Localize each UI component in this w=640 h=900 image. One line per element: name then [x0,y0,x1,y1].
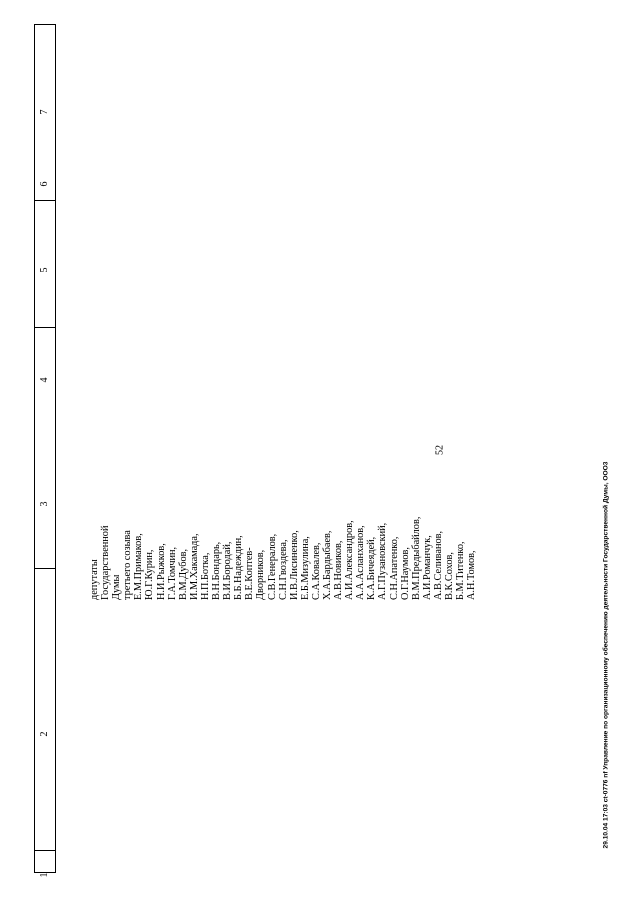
list-item: С.Н.Апатенко, [388,536,400,600]
list-item: Дворников, [255,549,267,600]
list-item: Б.М.Титенко, [455,541,467,600]
column-3-list [89,517,477,600]
column-header-4: 4 [39,377,50,383]
list-item: А.В.Новиков, [333,540,345,600]
column-divider [34,568,56,569]
column-header-2: 2 [39,731,50,737]
list-item: С.Н.Гвоздева, [277,539,289,600]
list-item: И.М.Хакамада, [188,533,200,600]
column-header-3: 3 [39,501,50,507]
list-item: Б.Б.Надеждин, [233,535,245,600]
list-item: И.В.Лисиненко, [288,530,300,600]
list-item: Государственной [100,525,112,600]
list-item: К.А.Бичеядей, [366,536,378,600]
list-item: А.И.Романчук, [421,535,433,600]
column-header-7: 7 [39,109,50,115]
list-item: Г.А.Томчин, [166,546,178,600]
column-divider [34,850,56,851]
list-item: В.И.Бородай, [222,541,234,600]
list-item: С.А.Ковалев, [310,542,322,600]
table-header-border [34,24,56,873]
list-item: В.К.Сохов, [444,552,455,600]
page-number: 52 [434,445,446,455]
column-divider [34,327,56,328]
list-item: Думы [111,574,123,600]
list-item: В.Н.Бондарь, [211,541,223,600]
list-item: третьего созыва [122,530,134,600]
list-item: В.Е.Коптев- [244,547,256,600]
list-item: Н.И.Рыжков, [155,543,167,600]
list-item: А.А.Асланханов, [355,525,367,600]
list-item: А.И.Александров, [344,520,356,600]
list-item: Е.М.Примаков, [133,533,145,600]
list-item: В.М.Предыбайлов, [410,516,422,600]
list-item: Н.П.Ботка, [199,552,211,600]
list-item: А.Г.Пузановский, [377,522,389,600]
column-header-6: 6 [39,181,50,187]
list-item: С.В.Генералов, [266,533,278,600]
list-item: депутаты [89,559,100,600]
list-item: Ю.Г.Курин, [144,549,156,600]
list-item: О.Г.Наумов, [399,547,411,600]
column-header-1: 1 [39,872,50,878]
list-item: Е.Б.Мизулина, [299,536,311,600]
list-item: А.Н.Томов, [466,550,478,600]
column-divider [34,200,56,201]
list-item: Х.А.Бардыбаев, [321,530,333,600]
list-item: В.М.Дубов, [177,548,189,600]
table-header-frame [34,24,56,878]
page-footer: 29.10.04 17:03 ct-0776 nf Управление по организационному обеспечению деятельности Государственной Думы, ООО3 [602,461,610,849]
column-header-5: 5 [39,267,50,273]
list-item: А.В.Селиванов, [432,530,444,600]
